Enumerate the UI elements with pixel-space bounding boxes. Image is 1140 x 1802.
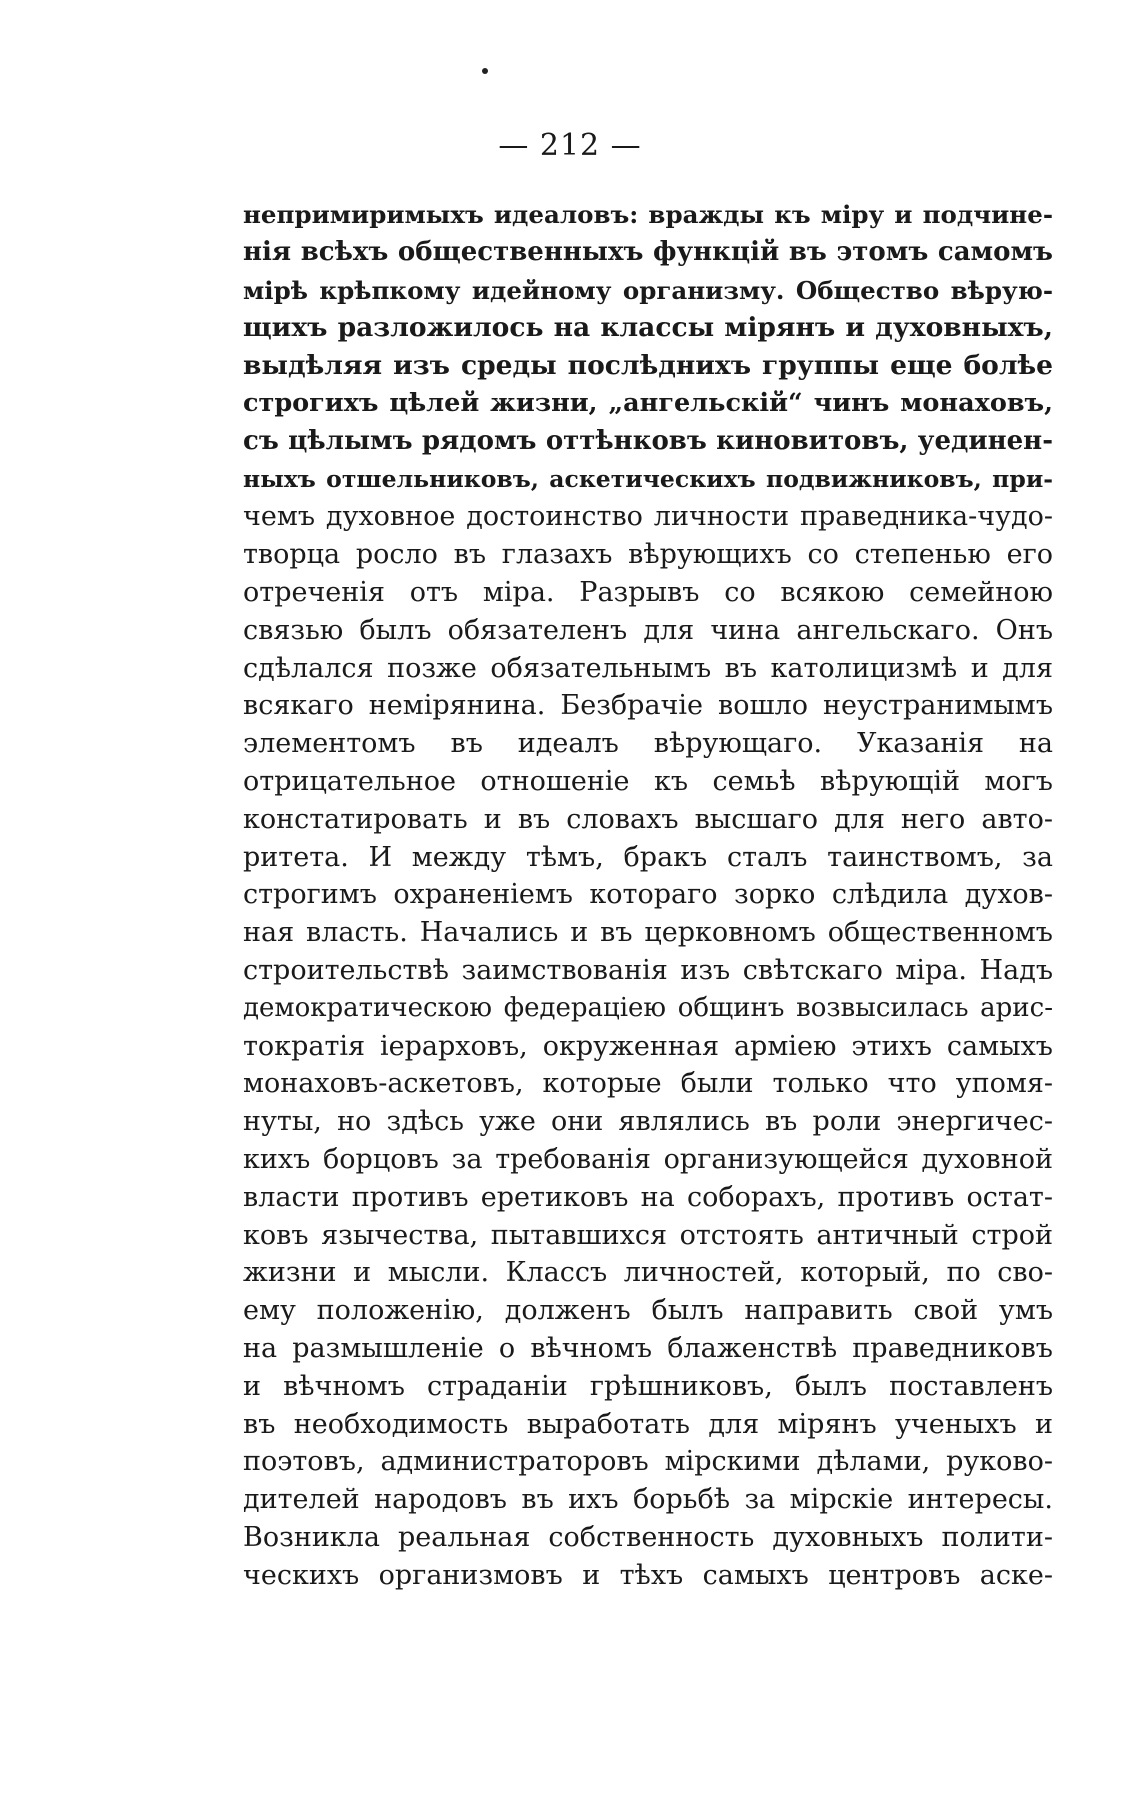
text-line: дителей народовъ въ ихъ борьбѣ за мірскіе интересы. [243,1484,1053,1516]
text-line: ритета. И между тѣмъ, бракъ сталъ таинствомъ, за [243,841,1053,873]
text-line: сдѣлался позже обязательнымъ въ католицизмѣ и для [243,652,1053,684]
text-line: ныхъ отшельниковъ, аскетическихъ подвижниковъ, при- [243,464,1053,493]
text-line: констатировать и въ словахъ высшаго для него авто- [243,803,1053,835]
text-line: ческихъ организмовъ и тѣхъ самыхъ центровъ аске- [243,1559,1053,1591]
text-line: жизни и мысли. Классъ личностей, который, по сво- [243,1257,1053,1289]
text-line: творца росло въ глазахъ вѣрующихъ со степенью его [243,539,1053,571]
text-line: отреченія отъ міра. Разрывъ со всякою семейною [243,576,1053,608]
text-line: ему положенію, долженъ былъ направить свой умъ [243,1295,1053,1327]
text-line: на размышленіе о вѣчномъ блаженствѣ праведниковъ [243,1332,1053,1364]
text-line: и вѣчномъ страданіи грѣшниковъ, былъ поставленъ [243,1370,1053,1402]
text-line: щихъ разложилось на классы мірянъ и духовныхъ, [243,312,1053,344]
text-line: демократическою федераціею общинъ возвысилась арис- [243,992,1053,1023]
page-number: — 212 — [498,128,642,163]
ink-speck [482,68,488,74]
text-line: выдѣляя изъ среды послѣднихъ группы еще болѣе [243,350,1053,382]
text-line: строгимъ охраненіемъ котораго зорко слѣдила духов- [243,879,1053,911]
text-line: Возникла реальная собственность духовныхъ полити- [243,1521,1053,1553]
text-line: непримиримыхъ идеаловъ: вражды къ міру и подчине- [243,200,1053,229]
text-line: кихъ борцовъ за требованія организующейся духовной [243,1143,1053,1175]
text-line: съ цѣлымъ рядомъ оттѣнковъ киновитовъ, уединен- [243,425,1053,456]
text-line: нія всѣхъ общественныхъ функцій въ этомъ самомъ [243,236,1053,267]
text-line: ковъ язычества, пытавшихся отстоять античный строй [243,1219,1053,1251]
text-line: чемъ духовное достоинство личности праведника-чудо- [243,501,1053,533]
text-line: отрицательное отношеніе къ семьѣ вѣрующій могъ [243,765,1053,797]
text-line: монаховъ-аскетовъ, которые были только что упомя- [243,1068,1053,1100]
text-line: связью былъ обязателенъ для чина ангельскаго. Онъ [243,614,1053,646]
text-line: власти противъ еретиковъ на соборахъ, противъ остат- [243,1181,1053,1213]
text-line: мірѣ крѣпкому идейному организму. Общество вѣрую- [243,275,1053,305]
text-line: поэтовъ, администраторовъ мірскими дѣлами, руково- [243,1446,1053,1478]
text-line: въ необходимость выработать для мірянъ ученыхъ и [243,1408,1053,1440]
text-line: нуты, но здѣсь уже они являлись въ роли энергичес- [243,1106,1053,1138]
text-line: строительствѣ заимствованія изъ свѣтскаго міра. Надъ [243,954,1053,986]
text-line: строгихъ цѣлей жизни, „ангельскій“ чинъ монаховъ, [243,387,1053,418]
body-text [243,196,1053,1594]
text-line: всякаго немірянина. Безбрачіе вошло неустранимымъ [243,690,1053,722]
text-line: элементомъ въ идеалъ вѣрующаго. Указанія на [243,728,1053,760]
text-line: ная власть. Начались и въ церковномъ общественномъ [243,917,1053,949]
text-line: тократія іерарховъ, окруженная арміею этихъ самыхъ [243,1030,1053,1062]
